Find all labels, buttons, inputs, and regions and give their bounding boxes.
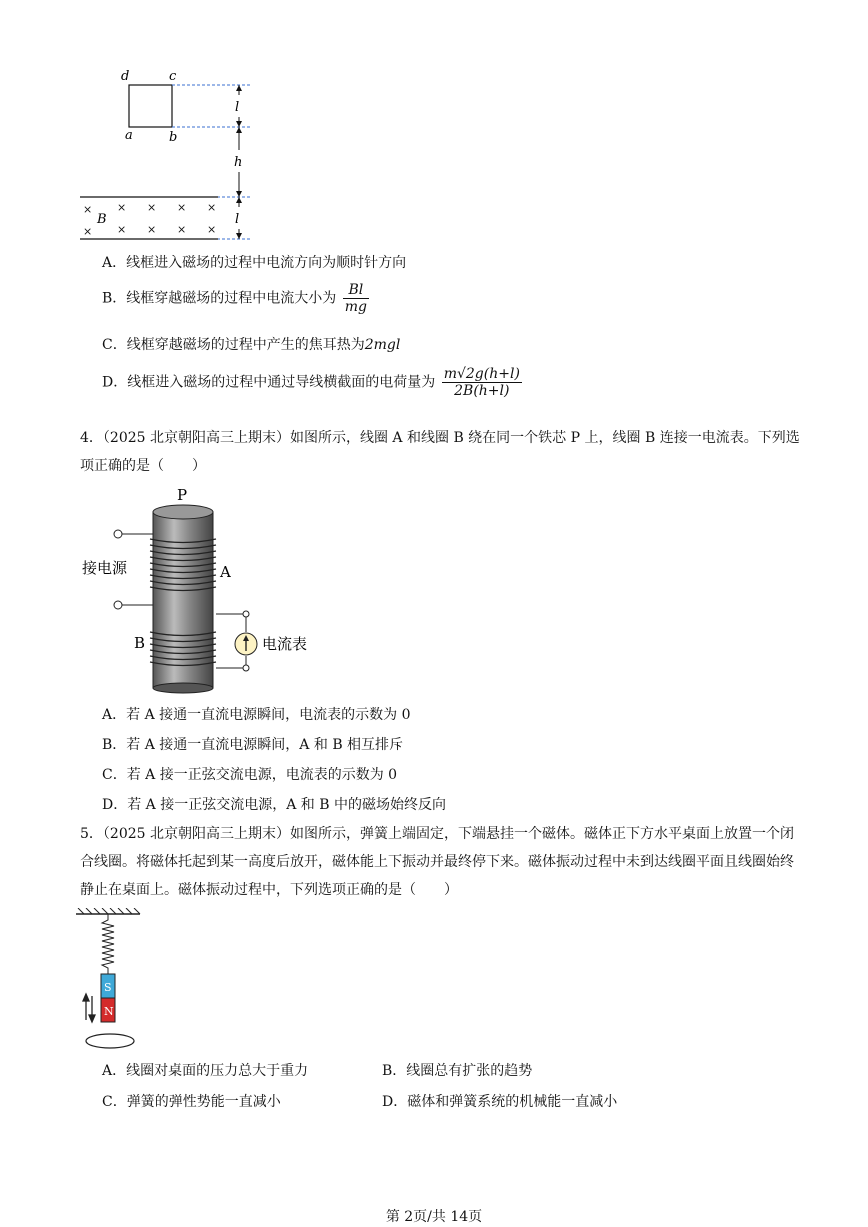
q4-option-c bbox=[102, 764, 397, 784]
option-letter: B． bbox=[102, 737, 127, 753]
loop-field-figure bbox=[75, 65, 275, 245]
q5-option-c bbox=[102, 1091, 281, 1111]
fraction-numerator: m√2g(h+l) bbox=[443, 366, 520, 382]
option-letter: A． bbox=[102, 707, 127, 723]
spring bbox=[102, 914, 114, 974]
option-letter: A． bbox=[102, 255, 127, 271]
up-down-arrow-icon bbox=[83, 994, 95, 1022]
math-expression: 2mgl bbox=[364, 337, 401, 353]
coil-core-figure bbox=[78, 484, 338, 694]
closed-coil bbox=[86, 1034, 134, 1048]
label-B: B bbox=[97, 212, 107, 227]
page-footer: 第 2页/共 14页 bbox=[385, 1209, 483, 1225]
option-text: 线框穿越磁场的过程中电流大小为 bbox=[126, 290, 337, 307]
q4-option-a bbox=[102, 704, 411, 724]
q3-option-a bbox=[102, 252, 406, 272]
fraction-numerator: Bl bbox=[343, 282, 369, 299]
svg-text:×: × bbox=[83, 225, 93, 238]
svg-text:×: × bbox=[117, 201, 127, 214]
svg-text:×: × bbox=[83, 203, 93, 216]
label-b: b bbox=[169, 130, 178, 145]
label-h: h bbox=[234, 155, 243, 170]
option-text: 线框进入磁场的过程中电流方向为顺时针方向 bbox=[126, 255, 407, 271]
square-loop bbox=[129, 85, 172, 127]
label-power: 接电源 bbox=[82, 559, 128, 577]
option-letter: A． bbox=[102, 1063, 127, 1079]
option-text: 若 A 接通一直流电源瞬间，A 和 B 相互排斥 bbox=[126, 737, 404, 753]
iron-core bbox=[153, 512, 213, 688]
q3-option-b bbox=[102, 282, 369, 315]
option-letter: B． bbox=[382, 1063, 407, 1079]
label-d: d bbox=[121, 69, 130, 84]
q3-option-c bbox=[102, 334, 400, 354]
option-text: 磁体和弹簧系统的机械能一直减小 bbox=[407, 1094, 618, 1110]
option-letter: B． bbox=[102, 290, 127, 307]
fraction bbox=[343, 282, 369, 315]
option-text: 若 A 接一正弦交流电源，A 和 B 中的磁场始终反向 bbox=[127, 797, 446, 813]
label-S: S bbox=[104, 981, 112, 994]
option-text: 线框穿越磁场的过程中产生的焦耳热为 bbox=[126, 337, 365, 353]
fraction bbox=[442, 366, 522, 399]
label-N: N bbox=[104, 1005, 114, 1018]
label-B: B bbox=[134, 634, 146, 652]
q5-option-b bbox=[382, 1060, 532, 1080]
option-letter: C． bbox=[102, 767, 127, 783]
fraction-denominator: 2B(h+l) bbox=[454, 383, 510, 399]
option-letter: C． bbox=[102, 337, 127, 353]
option-text: 若 A 接通一直流电源瞬间，电流表的示数为 0 bbox=[126, 707, 411, 723]
q4-stem: 4．（2025 北京朝阳高三上期末）如图所示，线圈 A 和线圈 B 绕在同一个铁芯 P 上，线圈 B 连接一电流表。下列选项正确的是（ ） bbox=[80, 430, 800, 474]
label-l-bottom: l bbox=[235, 212, 240, 227]
label-A: A bbox=[220, 563, 231, 581]
option-letter: D． bbox=[102, 374, 128, 391]
option-text: 若 A 接一正弦交流电源，电流表的示数为 0 bbox=[126, 767, 398, 783]
label-ammeter: 电流表 bbox=[262, 635, 308, 653]
q3-option-d bbox=[102, 366, 522, 399]
q4-option-d bbox=[102, 794, 446, 814]
fraction-denominator: mg bbox=[344, 299, 367, 315]
svg-text:×: × bbox=[207, 201, 217, 214]
q5-option-a bbox=[102, 1060, 308, 1080]
svg-text:×: × bbox=[177, 201, 187, 214]
q4-option-b bbox=[102, 734, 403, 754]
label-l-top: l bbox=[235, 100, 240, 115]
option-text: 弹簧的弹性势能一直减小 bbox=[126, 1094, 281, 1110]
svg-text:×: × bbox=[207, 223, 217, 236]
svg-text:×: × bbox=[147, 223, 157, 236]
option-letter: D． bbox=[102, 797, 128, 813]
svg-text:×: × bbox=[147, 201, 157, 214]
option-text: 线圈对桌面的压力总大于重力 bbox=[126, 1063, 309, 1079]
option-letter: C． bbox=[102, 1094, 127, 1110]
label-P: P bbox=[177, 486, 188, 504]
option-text: 线圈总有扩张的趋势 bbox=[406, 1063, 533, 1079]
label-a: a bbox=[125, 128, 133, 143]
q5-option-d bbox=[382, 1091, 617, 1111]
q5-stem: 5．（2025 北京朝阳高三上期末）如图所示，弹簧上端固定，下端悬挂一个磁体。磁体正下方水平桌面上放置一个闭合线圈。将磁体托起到某一高度后放开，磁体能上下振动并最终停下来。磁体振动过程中未到达线圈平面且线圈始终静止在桌面上。磁体振动过程中，下列选项正确的是（ ） bbox=[80, 826, 794, 898]
svg-text:×: × bbox=[177, 223, 187, 236]
spring-magnet-figure bbox=[74, 908, 154, 1053]
option-text: 线框进入磁场的过程中通过导线横截面的电荷量为 bbox=[127, 374, 436, 391]
label-c: c bbox=[169, 69, 177, 84]
svg-text:×: × bbox=[117, 223, 127, 236]
option-letter: D． bbox=[382, 1094, 408, 1110]
